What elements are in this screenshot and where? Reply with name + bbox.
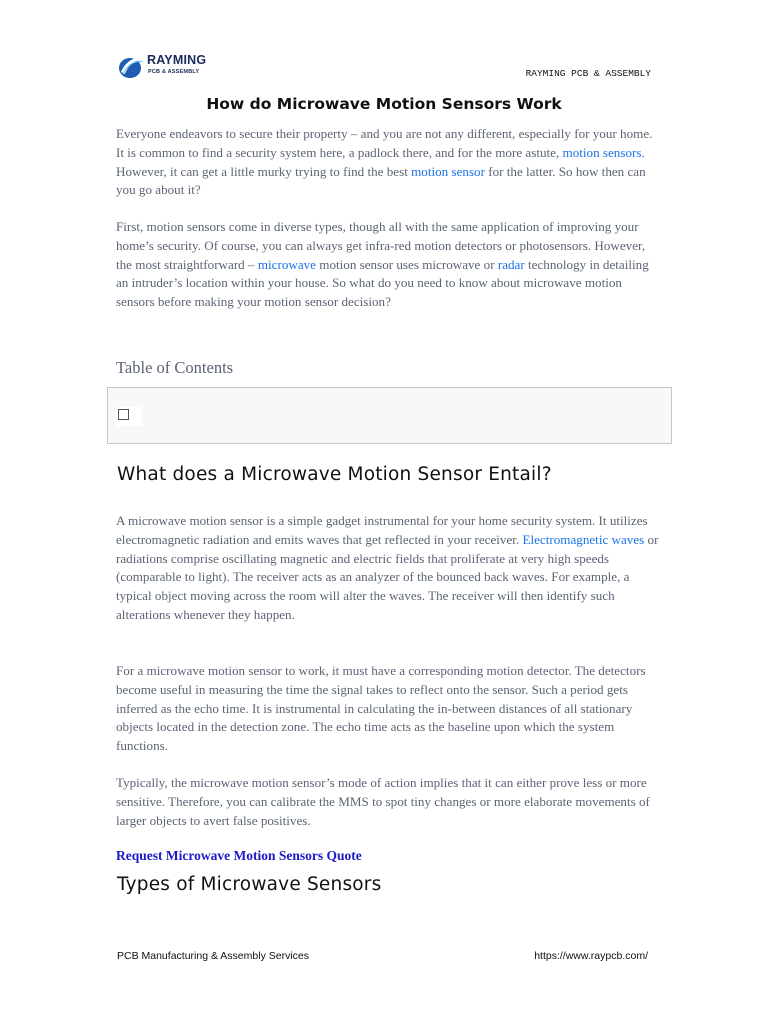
text-segment: Everyone endeavors to secure their property – and you are not any different, especially for your home. It is common to find a security system here, a padlock there, and for the more astute, xyxy=(116,126,653,160)
section-heading-what-is: What does a Microwave Motion Sensor Entail? xyxy=(117,464,552,485)
motion-sensor-link[interactable]: motion sensor xyxy=(411,163,485,179)
toc-title: Table of Contents xyxy=(116,358,234,377)
document-title: How do Microwave Motion Sensors Work xyxy=(206,95,562,113)
electromagnetic-waves-link[interactable]: Electromagnetic waves xyxy=(522,531,645,547)
text-segment: . However, it can get a little murky trying to find the best xyxy=(116,144,645,179)
text-segment: motion sensor uses microwave or xyxy=(316,256,498,272)
logo-name: RAYMING xyxy=(147,53,207,67)
microwave-link[interactable]: microwave xyxy=(257,256,316,272)
text-segment: for the latter. So how then can you go about it? xyxy=(116,163,646,198)
toc-toggle[interactable] xyxy=(116,407,142,426)
checkbox-icon xyxy=(118,409,129,420)
footer-url-link[interactable]: https://www.raypcb.com/ xyxy=(534,950,648,962)
section1-paragraph-1 xyxy=(116,512,661,625)
text-segment: technology in detailing an intruder’s location within your house. So what do you need to know about microwave motion sensors before making your motion sensor decision? xyxy=(116,256,649,310)
section1-paragraph-3: Typically, the microwave motion sensor’s mode of action implies that it can either prove less or more sensitive. Therefore, you can calibrate the MMS to spot tiny changes or more elaborate movements of larger objects to avert false positives. xyxy=(116,775,650,828)
intro-paragraph-2 xyxy=(116,218,661,312)
text-segment: First, motion sensors come in diverse types, though all with the same application of improving your home’s security. Of course, you can always get infra-red motion detectors or photosensors. However, the most straightforward – xyxy=(116,219,646,272)
footer-services: PCB Manufacturing & Assembly Services xyxy=(117,950,309,962)
text-segment: or radiations comprise oscillating magnetic and electric fields that proliferate at very high speeds (comparable to light). The receiver acts as an analyzer of the bounced back waves. For example, a typical object moving across the room will alter the waves. The receiver will then identify such alterations whenever they happen. xyxy=(116,531,659,622)
request-quote-link[interactable]: Request Microwave Motion Sensors Quote xyxy=(116,848,362,863)
section1-paragraph-2: For a microwave motion sensor to work, it must have a corresponding motion detector. The detectors become useful in measuring the time the signal takes to reflect onto the sensor. Such a period gets inferred as the echo time. It is instrumental in calculating the in-between distances of all stationary objects located in the detection zone. The echo time acts as the baseline upon which the system functions. xyxy=(116,663,646,754)
section-heading-types: Types of Microwave Sensors xyxy=(117,874,382,895)
logo-swoosh-icon xyxy=(117,54,145,80)
toc-container xyxy=(107,387,672,444)
intro-paragraph-1 xyxy=(116,125,661,200)
logo-subtitle: PCB & ASSEMBLY xyxy=(148,69,200,75)
radar-link[interactable]: radar xyxy=(497,256,525,272)
text-segment: A microwave motion sensor is a simple gadget instrumental for your home security system. It utilizes electromagnetic radiation and emits waves that get reflected in your receiver. xyxy=(116,513,648,547)
header-company-name: RAYMING PCB & ASSEMBLY xyxy=(525,68,651,79)
rayming-logo[interactable] xyxy=(117,52,217,82)
motion-sensors-link[interactable]: motion sensors xyxy=(562,144,642,160)
